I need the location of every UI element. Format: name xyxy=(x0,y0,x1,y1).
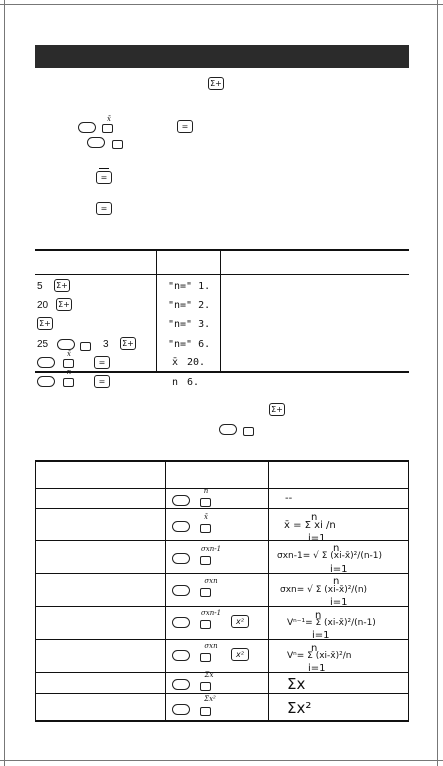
page-left-edge xyxy=(4,0,5,766)
sum-lower-limit: i=1 xyxy=(330,564,348,575)
example-table-top xyxy=(35,249,409,251)
sum-upper-limit: n xyxy=(315,610,322,621)
shift-key xyxy=(172,585,190,596)
sum-lower-limit: i=1 xyxy=(308,533,326,544)
function-key xyxy=(80,342,91,351)
function-table-top xyxy=(35,460,409,462)
sxn-shift-label: σxn xyxy=(204,577,218,585)
shift-key xyxy=(172,650,190,661)
function-row-sep-6 xyxy=(35,672,409,673)
shift-key-note xyxy=(219,424,237,435)
function-key xyxy=(102,124,113,133)
page-top-edge xyxy=(0,4,443,5)
xbar-shift-label: x̄ xyxy=(204,513,208,521)
section-header-bar xyxy=(35,45,409,68)
shift-key xyxy=(172,553,190,564)
formula-text: -- xyxy=(285,493,293,504)
function-key xyxy=(200,682,211,691)
function-row-sep-1 xyxy=(35,508,409,509)
function-table-bottom xyxy=(35,720,409,722)
function-table-right xyxy=(408,460,409,722)
sum-lower-limit: i=1 xyxy=(312,630,330,641)
formula-text: σxn= √ Σ (xi-x̄)²/(n) xyxy=(280,585,368,595)
shift-key xyxy=(37,376,55,387)
equals-key-3: = xyxy=(96,202,112,215)
function-key xyxy=(200,707,211,716)
shift-key xyxy=(37,357,55,368)
sum-x2-shift-label: Σx² xyxy=(204,695,216,703)
sum-lower-limit: i=1 xyxy=(330,597,348,608)
input-count: 3 xyxy=(103,339,109,350)
sum-upper-limit: n xyxy=(311,643,318,654)
equals-key: = xyxy=(94,375,110,388)
sum-upper-limit: n xyxy=(311,512,318,523)
page-right-edge xyxy=(437,0,438,766)
sxn1-shift-label: σxn-1 xyxy=(200,545,222,553)
sigma-plus-key: Σ+ xyxy=(37,317,53,330)
x-squared-key: x² xyxy=(231,648,249,661)
example-table-col-1 xyxy=(156,249,157,371)
function-key-note xyxy=(243,427,254,436)
function-row-sep-3 xyxy=(35,573,409,574)
sigma-plus-key: Σ+ xyxy=(54,279,70,292)
example-table-header-line xyxy=(35,274,409,275)
function-row-sep-7 xyxy=(35,693,409,694)
display-symbol: n xyxy=(172,377,179,388)
function-key xyxy=(200,524,211,533)
input-number: 25 xyxy=(37,339,49,350)
shift-key xyxy=(172,617,190,628)
n-shift-label: n xyxy=(66,368,72,376)
input-number: 20 xyxy=(37,300,49,311)
x-squared-key: x² xyxy=(231,615,249,628)
function-table-left xyxy=(35,460,36,722)
sigma-plus-key: Σ+ xyxy=(208,77,224,90)
xbar-shift-label: x̄ xyxy=(107,115,111,123)
display-value: "n=" 6. xyxy=(168,339,211,350)
equals-key-2: = xyxy=(96,171,112,184)
xbar-shift-label: x̄ xyxy=(67,350,71,358)
function-row-sep-4 xyxy=(35,606,409,607)
function-key xyxy=(200,588,211,597)
shift-key xyxy=(172,521,190,532)
function-key-2 xyxy=(112,140,123,149)
function-key xyxy=(200,556,211,565)
function-row-sep-5 xyxy=(35,639,409,640)
display-value: "n=" 2. xyxy=(168,300,211,311)
function-key xyxy=(200,653,211,662)
n-shift-label: n xyxy=(203,487,209,495)
display-value: 20. xyxy=(187,357,206,368)
shift-key xyxy=(172,679,190,690)
sum-upper-limit: n xyxy=(333,576,340,587)
shift-key xyxy=(78,122,96,133)
shift-key xyxy=(172,495,190,506)
function-table-header-line xyxy=(35,488,409,489)
equals-key: = xyxy=(94,356,110,369)
equals-key: = xyxy=(177,120,193,133)
formula-text: Σx xyxy=(287,675,306,693)
sigma-plus-key-note: Σ+ xyxy=(269,403,285,416)
sum-x-shift-label: Σx xyxy=(204,671,214,679)
shift-key-2 xyxy=(87,137,105,148)
sigma-plus-key: Σ+ xyxy=(120,337,136,350)
formula-text: Σx² xyxy=(287,699,312,717)
sum-lower-limit: i=1 xyxy=(308,663,326,674)
function-key xyxy=(200,498,211,507)
page-bottom-edge xyxy=(0,760,443,761)
example-table-bottom xyxy=(35,371,409,373)
formula-text: Vⁿ⁻¹= Σ (xi-x̄)²/(n-1) xyxy=(287,618,376,628)
input-number: 5 xyxy=(37,281,43,292)
shift-key xyxy=(172,704,190,715)
display-symbol: x̄ xyxy=(172,357,179,368)
shift-key xyxy=(57,339,75,350)
display-value: "n=" 3. xyxy=(168,319,211,330)
sigma-plus-key: Σ+ xyxy=(56,298,72,311)
display-value: 6. xyxy=(187,377,200,388)
sum-upper-limit: n xyxy=(333,543,340,554)
overbar-mark xyxy=(99,168,109,169)
formula-text: x̄ = Σ xi /n xyxy=(284,520,336,531)
function-key xyxy=(63,359,74,368)
function-key xyxy=(200,620,211,629)
sxn-shift-label: σxn xyxy=(204,642,218,650)
function-table-col-2 xyxy=(268,460,269,722)
formula-text: Vⁿ= Σ (xi-x̄)²/n xyxy=(287,651,352,661)
function-key xyxy=(63,378,74,387)
sxn1-shift-label: σxn-1 xyxy=(200,609,222,617)
function-table-col-1 xyxy=(165,460,166,722)
display-value: "n=" 1. xyxy=(168,281,211,292)
example-table-col-2 xyxy=(220,249,221,371)
function-row-sep-2 xyxy=(35,540,409,541)
formula-text: σxn-1= √ Σ (xi-x̄)²/(n-1) xyxy=(277,551,383,561)
